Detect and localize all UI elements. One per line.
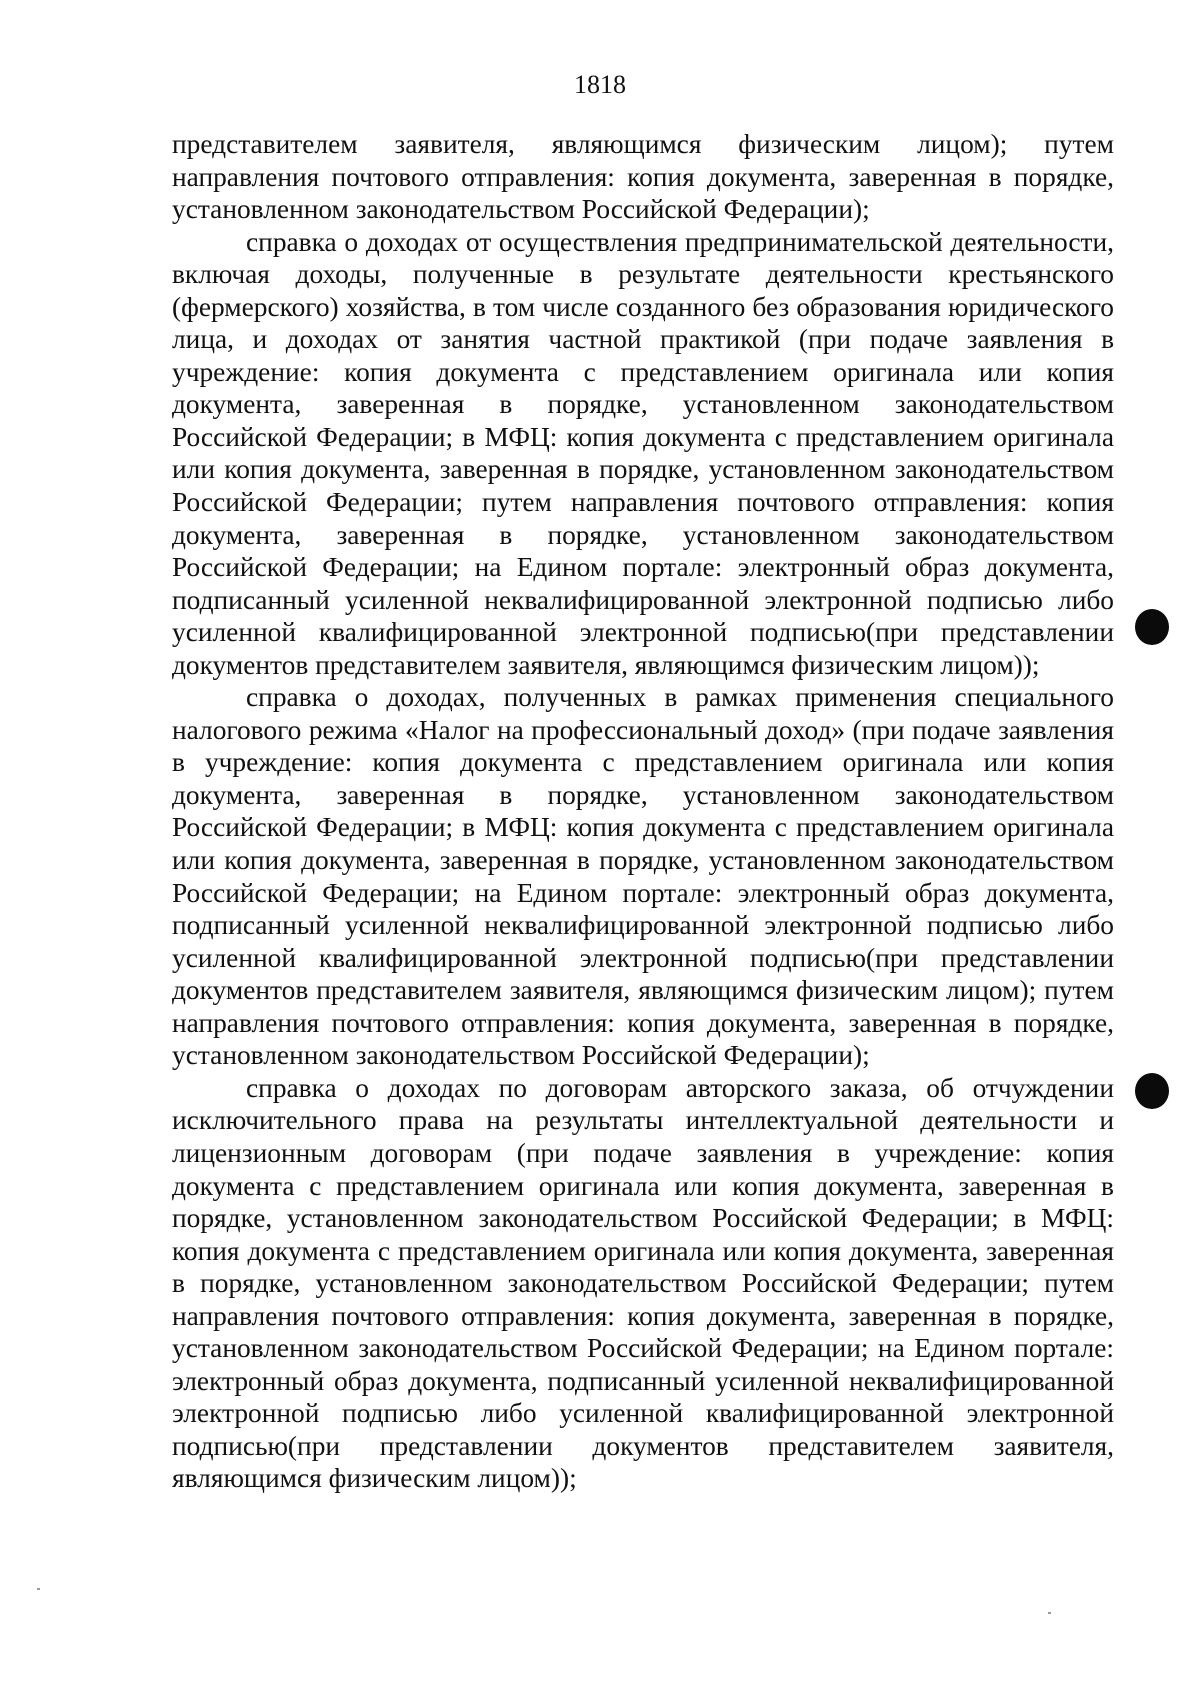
paragraph-professional-income-tax-certificate: справка о доходах, полученных в рамках применения специального налогового режима «Налог на профессиональный доход» (при подаче заявления в учреждение: копия документа с представлением оригинала или копия документа, заверенная в порядке, установленном законодательством Российской Федерации; в МФЦ: копия документа с представлением оригинала или копия документа, заверенная в порядке, установленном законодательством Российской Федерации; на Едином портале: электронный образ документа, подписанный усиленной неквалифицированной электронной подписью либо усиленной квалифицированной электронной подписью(при представлении документов представителем заявителя, являющимся физическим лицом); путем направления почтового отправления: копия документа, заверенная в порядке, установленном законодательством Российской Федерации); — [172, 682, 1114, 1071]
scan-speck — [1048, 1612, 1051, 1614]
paragraph-continuation: представителем заявителя, являющимся физическим лицом); путем направления почтового отправления: копия документа, заверенная в порядке, установленном законодательством Российской Федерации); — [172, 129, 1114, 225]
punch-hole-mark — [1135, 1073, 1169, 1109]
paragraph-copyright-income-certificate: справка о доходах по договорам авторского заказа, об отчуждении исключительного права на результаты интеллектуальной деятельности и лицензионным договорам (при подаче заявления в учреждение: копия документа с представлением оригинала или копия документа, заверенная в порядке, установленном законодательством Российской Федерации; в МФЦ: копия документа с представлением оригинала или копия документа, заверенная в порядке, установленном законодательством Российской Федерации; путем направления почтового отправления: копия документа, заверенная в порядке, установленном законодательством Российской Федерации; на Едином портале: электронный образ документа, подписанный усиленной неквалифицированной электронной подписью либо усиленной квалифицированной электронной подписью(при представлении документов представителем заявителя, являющимся физическим лицом)); — [172, 1072, 1114, 1494]
paragraph-business-income-certificate: справка о доходах от осуществления предпринимательской деятельности, включая доходы, полученные в результате деятельности крестьянского (фермерского) хозяйства, в том числе созданного без образования юридического лица, и доходах от занятия частной практикой (при подаче заявления в учреждение: копия документа с представлением оригинала или копия документа, заверенная в порядке, установленном законодательством Российской Федерации; в МФЦ: копия документа с представлением оригинала или копия документа, заверенная в порядке, установленном законодательством Российской Федерации; путем направления почтового отправления: копия документа, заверенная в порядке, установленном законодательством Российской Федерации; на Едином портале: электронный образ документа, подписанный усиленной неквалифицированной электронной подписью либо усиленной квалифицированной электронной подписью(при представлении документов представителем заявителя, являющимся физическим лицом)); — [172, 226, 1114, 680]
page-number: 1818 — [574, 70, 626, 99]
document-body — [172, 128, 1114, 1495]
punch-hole-mark — [1135, 609, 1169, 645]
scan-speck — [37, 1588, 40, 1590]
